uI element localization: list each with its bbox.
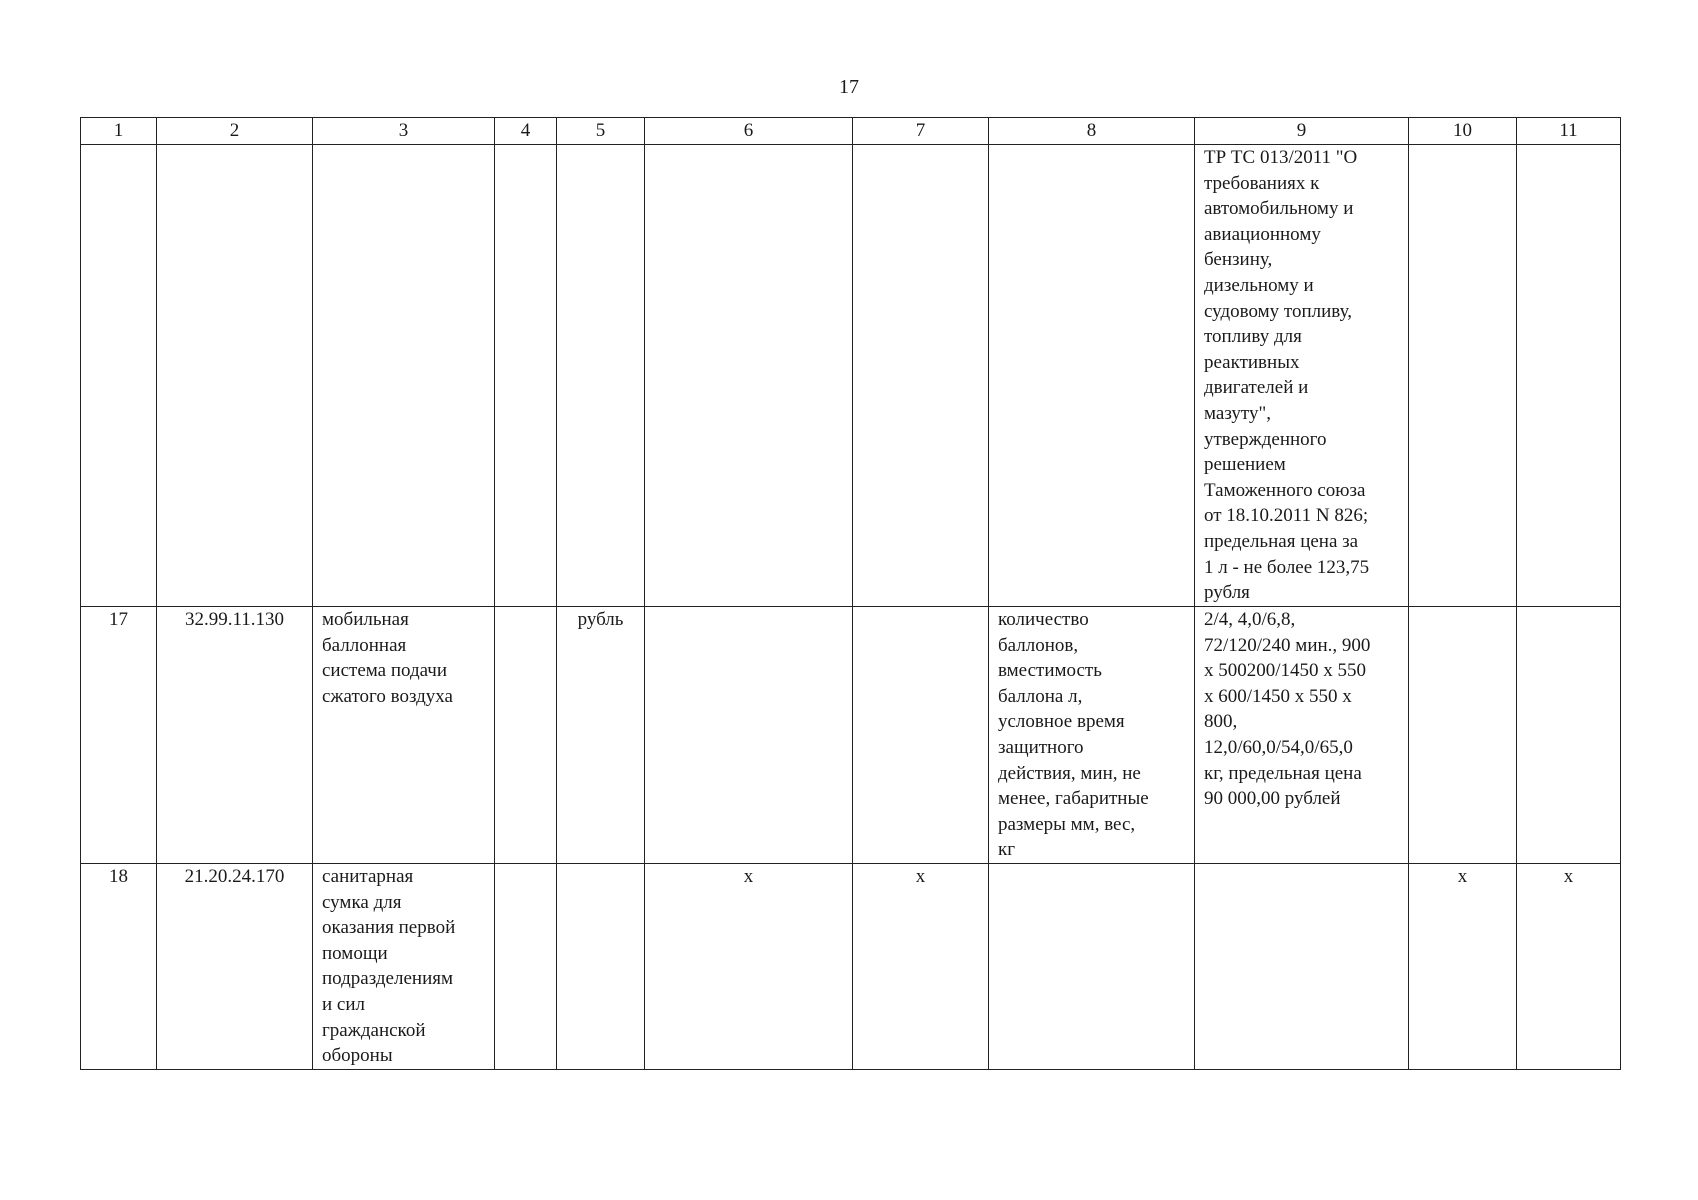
column-header: 6 <box>645 118 853 145</box>
table-row <box>81 863 1621 1069</box>
item-name-cell <box>313 145 495 607</box>
cell-col6: х <box>645 863 853 1069</box>
characteristic-cell <box>989 863 1195 1069</box>
value-cell: 2/4, 4,0/6,8, 72/120/240 мин., 900 х 500200/1450 х 550 х 600/1450 х 550 х 800, 12,0/60,0/54,0/65,0 кг, предельная цена 90 000,00 рублей <box>1195 607 1409 864</box>
cell-col6 <box>645 607 853 864</box>
okpd-code-cell: 32.99.11.130 <box>157 607 313 864</box>
cell-col11: х <box>1517 863 1621 1069</box>
page-number: 17 <box>839 76 859 98</box>
cell-col10: х <box>1409 863 1517 1069</box>
column-header: 11 <box>1517 118 1621 145</box>
unit-cell: рубль <box>557 607 645 864</box>
row-number-cell: 18 <box>81 863 157 1069</box>
table-row <box>81 145 1621 607</box>
cell-col4 <box>495 607 557 864</box>
cell-col4 <box>495 863 557 1069</box>
column-header: 7 <box>853 118 989 145</box>
column-header: 10 <box>1409 118 1517 145</box>
characteristic-cell: количество баллонов, вместимость баллона л, условное время защитного действия, мин, не менее, габаритные размеры мм, вес, кг <box>989 607 1195 864</box>
item-name-cell: мобильная баллонная система подачи сжатого воздуха <box>313 607 495 864</box>
cell-col11 <box>1517 145 1621 607</box>
cell-col7 <box>853 145 989 607</box>
cell-col6 <box>645 145 853 607</box>
column-header: 8 <box>989 118 1195 145</box>
table-row <box>81 607 1621 864</box>
cell-col7 <box>853 607 989 864</box>
column-header: 9 <box>1195 118 1409 145</box>
cell-col4 <box>495 145 557 607</box>
cell-col7: х <box>853 863 989 1069</box>
item-name-cell: санитарная сумка для оказания первой помощи подразделениям и сил гражданской обороны <box>313 863 495 1069</box>
table-header-row <box>81 118 1621 145</box>
cell-col11 <box>1517 607 1621 864</box>
column-header: 5 <box>557 118 645 145</box>
requirements-table <box>80 117 1621 1070</box>
column-header: 3 <box>313 118 495 145</box>
row-number-cell: 17 <box>81 607 157 864</box>
cell-col10 <box>1409 145 1517 607</box>
column-header: 2 <box>157 118 313 145</box>
value-cell <box>1195 863 1409 1069</box>
characteristic-cell <box>989 145 1195 607</box>
column-header: 4 <box>495 118 557 145</box>
column-header: 1 <box>81 118 157 145</box>
unit-cell <box>557 863 645 1069</box>
row-number-cell <box>81 145 157 607</box>
unit-cell <box>557 145 645 607</box>
value-cell: ТР ТС 013/2011 "О требованиях к автомобильному и авиационному бензину, дизельному и судовому топливу, топливу для реактивных двигателей и мазуту", утвержденного решением Таможенного союза от 18.10.2011 N 826; предельная цена за 1 л - не более 123,75 рубля <box>1195 145 1409 607</box>
okpd-code-cell: 21.20.24.170 <box>157 863 313 1069</box>
okpd-code-cell <box>157 145 313 607</box>
cell-col10 <box>1409 607 1517 864</box>
